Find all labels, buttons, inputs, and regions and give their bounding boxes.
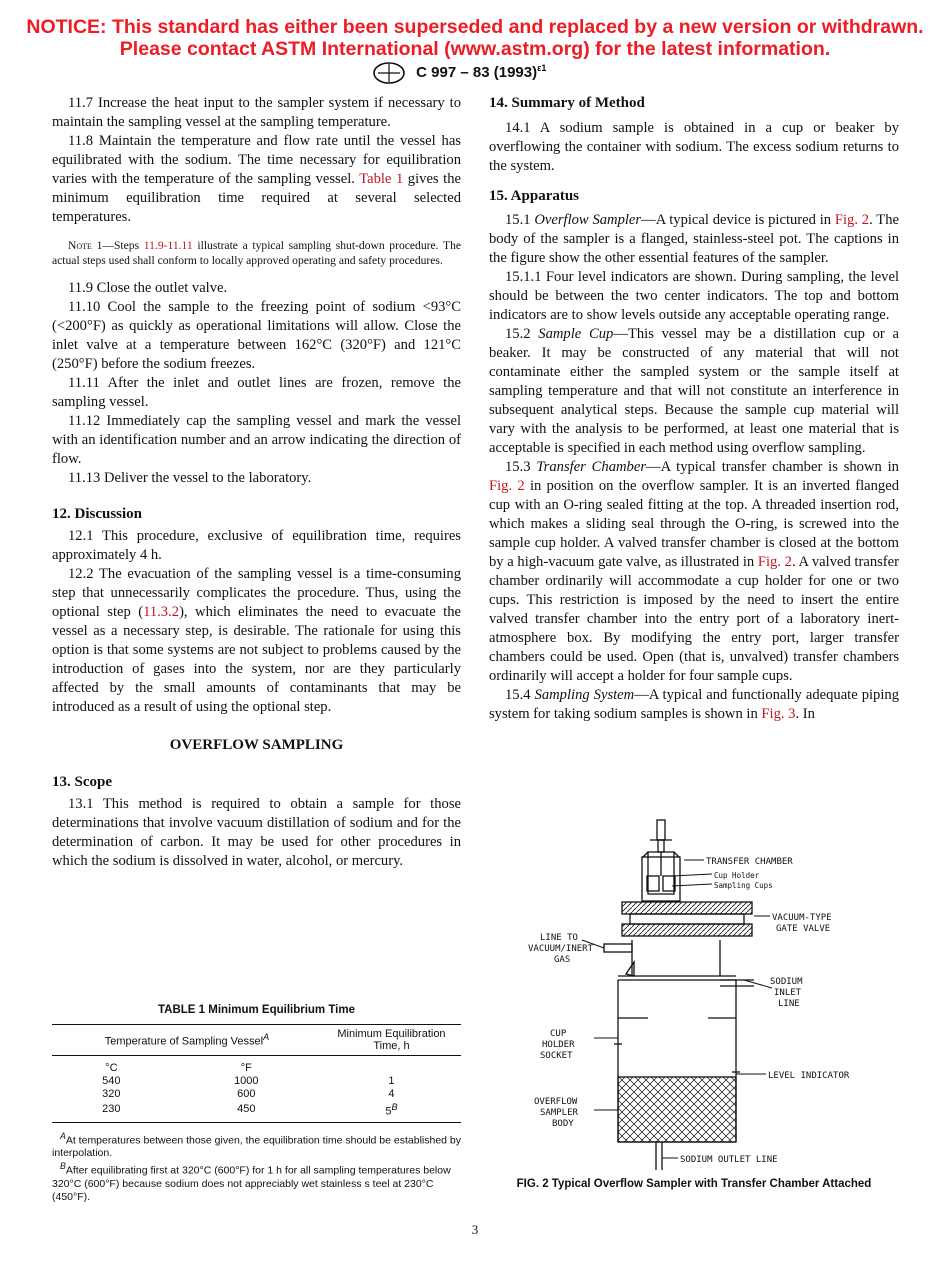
figure-caption: FIG. 2 Typical Overflow Sampler with Transfer Chamber Attached [516,1178,872,1190]
label-line-to-3: GAS [554,955,571,965]
label-overflow-body-3: BODY [552,1119,574,1129]
label-transfer-chamber: TRANSFER CHAMBER [706,857,793,867]
heading-14: 14. Summary of Method [489,95,645,111]
para-13-1: 13.1 This method is required to obtain a sample for those determinations that involve vacuum distillation of sodium and for the determination of carbon. It may be used for other procedures in which the sodium is dissolved in water, alcohol, or mercury. [52,796,461,869]
fig-3-link[interactable]: Fig. 3 [761,706,796,722]
table-1-link[interactable]: Table 1 [359,171,404,187]
designation-sup: ε1 [537,62,547,73]
label-sampling-cups: Sampling Cups [714,881,773,890]
label-line-to-1: LINE TO [540,933,578,943]
label-vacuum-gate-1: VACUUM-TYPE [772,913,832,923]
para-11-11: 11.11 After the inlet and outlet lines are frozen, remove the sampling vessel. [52,375,461,410]
para-12-2: 12.2 The evacuation of the sampling vessel is a time-consuming step that unnecessarily complicates the procedure. Thus, using the optional step (11.3.2), which eliminates the need to evacuate the vessel as a necessary step, is desirable. The rationale for using this option is that some systems are not subject to problems caused by the introduction of gases into the system, nor are they particularly affected by the small amounts of contaminants that may be introduced as a result of using the optional step. [52,566,461,715]
table-note-a: $^A$At temperatures between those given, the equilibration time should be established by interpolation. [52,1130,462,1160]
fig-2-link[interactable]: Fig. 2 [489,478,525,494]
label-level-indicator: LEVEL INDICATOR [768,1071,850,1081]
heading-13: 13. Scope [52,774,112,790]
label-cup-holder-socket-3: SOCKET [540,1051,573,1061]
para-11-7: 11.7 Increase the heat input to the sampler system if necessary to maintain the sampling vessel at the sampling temperature. [52,95,461,130]
table-note-b: $^B$After equilibrating first at 320°C (600°F) for 1 h for all sampling temperatures below 320°C (600°F) because sodium does not appreciably wet stainless s teel at 230°C (450°F). [52,1161,451,1203]
table-row: 540 1000 1 [102,1075,395,1087]
label-sodium-inlet-3: LINE [778,999,800,1009]
left-column [52,94,461,871]
col-header-temperature: Temperature of Sampling Vessel$^A$ [104,1032,270,1048]
label-overflow-body-2: SAMPLER [540,1108,578,1118]
heading-15: 15. Apparatus [489,188,580,204]
page-number: 3 [471,1222,479,1237]
para-15-4: 15.4 Sampling System—A typical and functionally adequate piping system for taking sodium samples is shown in Fig. 3. In [489,687,899,722]
label-cup-holder-socket-2: HOLDER [542,1040,575,1050]
notice-banner [0,16,950,60]
para-12-1: 12.1 This procedure, exclusive of equilibration time, requires approximately 4 h. [52,528,461,563]
para-15-1: 15.1 Overflow Sampler—A typical device is pictured in Fig. 2. The body of the sampler is a flanged, stainless-steel pot. The captions in the figure show the other essential features of the sampler. [489,212,899,266]
label-vacuum-gate-2: GATE VALVE [776,924,831,934]
notice-line-1: NOTICE: This standard has either been superseded and replaced by a new version or withdrawn. [26,16,924,38]
para-11-8: 11.8 Maintain the temperature and flow rate until the vessel has equilibrated with the sodium. The time necessary for equilibration varies with the temperature of the sampling vessel. Table 1 gives the minimum equilibration time required at several selected temperatures. [52,133,461,225]
fig-2-link[interactable]: Fig. 2 [757,554,792,570]
overflow-sampling-heading: OVERFLOW SAMPLING [169,737,344,753]
label-line-to-2: VACUUM/INERT [528,944,594,954]
steps-link[interactable]: 11.9-11.11 [143,239,193,252]
fig-2-diagram [522,812,850,1182]
notice-line-2: Please contact ASTM International (www.astm.org) for the latest information. [119,38,831,60]
label-sodium-outlet: SODIUM OUTLET LINE [680,1155,778,1165]
para-11-13: 11.13 Deliver the vessel to the laboratory. [68,470,312,486]
col-header-time: Minimum Equilibration Time, h [337,1028,446,1052]
table-row: 320 600 4 [102,1088,395,1100]
table-1 [52,1004,461,1204]
para-11-9: 11.9 Close the outlet valve. [68,280,228,296]
table-1-title: TABLE 1 Minimum Equilibrium Time [157,1004,355,1016]
para-15-1-1: 15.1.1 Four level indicators are shown. During sampling, the level should be between the two center indicators. The top and bottom indicators are to show levels outside any acceptable operating range. [489,269,899,323]
label-cup-holder: Cup Holder [714,871,760,880]
table-row: 230 450 $5^B$ [52,1101,461,1122]
step-11-3-2-link[interactable]: 11.3.2 [143,604,180,620]
label-overflow-body-1: OVERFLOW [534,1097,578,1107]
heading-12: 12. Discussion [52,506,143,522]
para-11-12: 11.12 Immediately cap the sampling vessel and mark the vessel with an identification number and an arrow indicating the direction of flow. [52,413,461,467]
right-column [489,94,899,724]
para-15-2: 15.2 Sample Cup—This vessel may be a distillation cup or a beaker. It may be constructed of any material that will not contaminate either the sampled system or the sample itself at sampling temperature and that will not constitute an interference in subsequent analytical steps. Because the sample cup material will vary with the analysis to be performed, at least one material that is acceptable is specified in each method using overflow sampling. [489,326,899,456]
para-15-3: 15.3 Transfer Chamber—A typical transfer chamber is shown in Fig. 2 in position on the overflow sampler. It is an inverted flanged cup with an O-ring sealed fitting at the top. A threaded insertion rod, which makes a sliding seal through the O-ring, is screwed into the sample cup holder. A valved transfer chamber is closed at the bottom by a high-vacuum gate valve, as illustrated in Fig. 2. A valved transfer chamber ordinarily will accommodate a cup holder for one or two cups. This restriction is imposed by the need to insert the entire valved transfer chamber into the entry port of a laboratory inert-atmosphere box. By modifying the entry port, larger transfer chambers could be used. Open (that is, unvalved) transfer chambers ordinarily will accept a holder for four sample cups. [489,459,899,684]
astm-logo-icon [372,62,406,84]
table-row: °C °F [105,1062,252,1074]
equilibrium-table [52,1024,461,1123]
fig-2-link[interactable]: Fig. 2 [834,212,870,228]
para-14-1: 14.1 A sodium sample is obtained in a cup or beaker by overflowing the container with sodium. The excess sodium returns to the system. [489,120,899,174]
note-1: Note 1—Steps 11.9-11.11 illustrate a typical sampling shut-down procedure. The actual steps used shall conform to locally approved operating and safety procedures. [52,239,462,267]
label-cup-holder-socket-1: CUP [550,1029,567,1039]
designation-text: C 997 – 83 (1993) [416,63,538,81]
label-sodium-inlet-1: SODIUM [770,977,803,987]
label-sodium-inlet-2: INLET [774,988,802,998]
para-11-10: 11.10 Cool the sample to the freezing point of sodium <93°C (<200°F) as quickly as operational limitations will allow. Close the inlet valve at a temperature between 162°C (320°F) and 121°C (250°F) before the sodium freezes. [52,299,461,372]
designation [372,62,546,84]
